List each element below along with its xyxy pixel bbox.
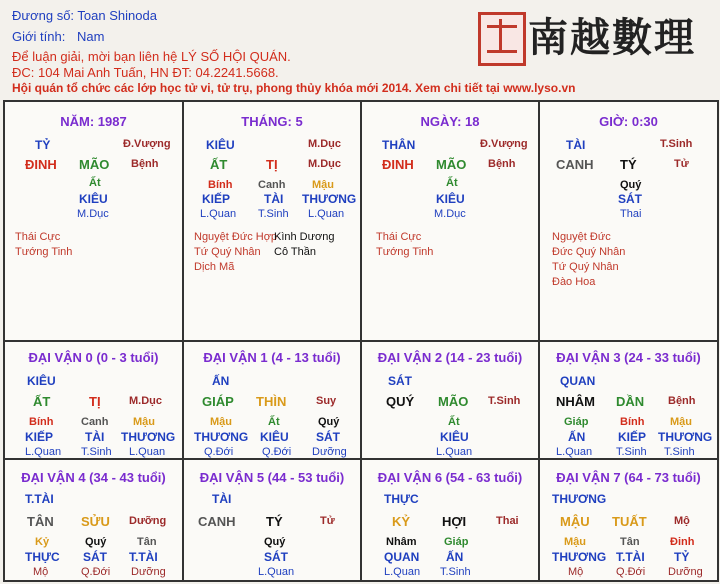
daivan-god: T.TÀI [25,492,54,506]
daivan-state: Dưỡng [129,515,167,527]
hidden-sub: L.Quan [25,446,62,458]
hidden-god: KIẾP [202,192,231,206]
hidden-stem: Nhâm [386,536,417,548]
daivan-chi: MÃO [438,394,469,409]
gender-label: Giới tính: [12,29,66,44]
hidden-god: TÀI [264,192,284,206]
hidden-god: ẤN [568,430,586,444]
hidden-stem: Canh [258,179,286,191]
hidden-stem: Mậu [210,416,232,428]
pillar-state-top: M.Dục [308,138,341,150]
daivan-4 [5,460,184,580]
hidden-god: THƯƠNG [302,192,357,206]
daivan-title: ĐẠI VẬN 5 (44 - 53 tuổi) [199,470,345,485]
hidden-stem: Quý [85,536,107,548]
note-item: Tướng Tinh [15,246,73,258]
daivan-title: ĐẠI VẬN 7 (64 - 73 tuổi) [556,470,701,485]
hidden-sub: Dưỡng [131,566,166,578]
pillar-title: NGÀY: 18 [420,114,480,129]
daivan-title: ĐẠI VẬN 0 (0 - 3 tuổi) [28,350,159,365]
pillar-god-top: KIÊU [206,138,235,152]
hidden-sub: L.Quan [384,566,421,578]
daivan-title: ĐẠI VẬN 6 (54 - 63 tuổi) [377,470,523,485]
contact-line-3: Hội quán tổ chức các lớp học tử vi, tử trụ, phong thủy khóa mới 2014. Xem chi tiết tại www.lyso.vn [12,81,576,95]
hidden-god: KIÊU [440,430,469,444]
note-item: Tứ Quý Nhân [552,261,619,273]
hidden-stem: Tân [137,536,157,548]
subject-name-value: Toan Shinoda [77,8,157,23]
daivan-can: KỶ [392,514,411,529]
pillar-chi: TỊ [266,157,278,172]
note-item: Dịch Mã [194,261,235,273]
pillar-chi: MÃO [79,157,110,172]
hidden-god: KIẾP [618,430,647,444]
hidden-stem: Quý [264,536,286,548]
hidden-sub: Q.Đới [262,446,292,458]
daivan-can: CANH [198,514,236,529]
contact-line-2: ĐC: 104 Mai Anh Tuấn, HN ĐT: 04.2241.5668. [12,65,279,80]
hidden-sub: T.Sinh [616,446,647,458]
hidden-sub: Q.Đới [81,566,111,578]
note-item: Cô Thần [274,246,316,258]
hidden-god: KIÊU [260,430,289,444]
daivan-god: TÀI [212,492,232,506]
hidden-god: SÁT [83,550,107,564]
daivan-3 [540,342,717,460]
daivan-6 [362,460,540,580]
pillar-title: NĂM: 1987 [60,114,127,129]
daivan-state: Bệnh [668,395,696,407]
brand-logo: 南越數理 [528,14,696,61]
daivan-chi: TÝ [266,514,283,529]
pillar-notes [15,230,72,260]
gender-value: Nam [76,29,105,44]
gender-row [12,29,104,44]
hidden-stem: Ất [268,416,280,428]
pillar-state-top: Đ.Vượng [123,138,171,150]
daivan-god: KIÊU [27,374,56,388]
note-item: Thái Cực [376,231,422,243]
subject-name-label: Đương số: [12,8,75,23]
daivan-state: Mộ [674,515,690,527]
pillar-notes [376,230,433,260]
hidden-sub: L.Quan [258,566,295,578]
note-item: Đào Hoa [552,276,596,288]
daivan-title: ĐẠI VẬN 3 (24 - 33 tuổi) [556,350,701,365]
daivan-god: ẤN [212,374,230,388]
hidden-stem: Canh [81,416,109,428]
pillar-year [5,102,184,342]
hidden-god: TÀI [85,430,105,444]
pillar-month [184,102,362,342]
note-item: Đức Quý Nhân [552,246,626,258]
chart-frame [3,100,719,582]
daivan-7 [540,460,717,580]
hidden-sub: Mộ [33,566,49,578]
hidden-stem: Đinh [670,536,695,548]
hidden-god: TỶ [674,550,690,564]
hidden-god: KIÊU [436,192,465,206]
hidden-stem: Tân [620,536,640,548]
hidden-stem: Kỷ [35,536,50,548]
hidden-god: THỰC [25,550,60,564]
hidden-sub: Q.Đới [616,566,646,578]
pillar-chi: TÝ [620,157,637,172]
hidden-god: SÁT [264,550,288,564]
daivan-chi: THÌN [256,394,287,409]
daivan-state: T.Sinh [488,395,521,407]
hidden-stem: Quý [318,416,340,428]
hidden-stem: Mậu [133,416,155,428]
daivan-god: SÁT [388,374,412,388]
hidden-sub: Dưỡng [668,566,703,578]
daivan-god: THỰC [384,492,419,506]
pillar-title: THÁNG: 5 [241,114,303,129]
pillar-god-top: THÂN [382,138,416,152]
hidden-sub: L.Quan [129,446,166,458]
pillar-hour [540,102,717,342]
pillar-state: M.Dục [308,158,341,170]
pillar-notes [552,230,625,290]
daivan-state: Tử [320,515,335,527]
daivan-state: M.Dục [129,395,162,407]
pillar-can: ĐINH [25,157,57,172]
hidden-sub: T.Sinh [664,446,695,458]
daivan-chi: TỊ [89,394,101,409]
daivan-2 [362,342,540,460]
pillar-state: Tử [674,158,689,170]
daivan-can: TÂN [27,514,54,529]
hidden-stem: Giáp [444,536,469,548]
hidden-stem: Bính [208,179,233,191]
hidden-god: T.TÀI [129,550,158,564]
hidden-god: QUAN [384,550,420,564]
contact-line-1: Để luận giải, mời bạn liên hệ LÝ SỐ HỘI QUÁN. [12,49,291,64]
daivan-state: Thai [496,515,519,527]
hidden-sub: T.Sinh [81,446,112,458]
hidden-stem: Ất [448,416,460,428]
daivan-can: NHÂM [556,394,595,409]
pillar-notes [194,230,277,275]
hidden-god: T.TÀI [616,550,645,564]
hidden-sub: Mộ [568,566,584,578]
pillar-can: ẤT [210,157,228,172]
hidden-god: KIẾP [25,430,54,444]
pillar-god-top: TỶ [35,138,51,152]
hidden-stem: Ất [446,177,458,189]
daivan-can: GIÁP [202,394,234,409]
pillar-state-top: T.Sinh [660,138,693,150]
pillar-notes-2 [274,230,334,260]
hidden-stem: Giáp [564,416,589,428]
hidden-god: THƯƠNG [194,430,249,444]
hidden-sub: M.Dục [434,208,466,220]
hidden-stem: Mậu [670,416,692,428]
hidden-sub: L.Quan [436,446,473,458]
daivan-chi: DẦN [616,394,645,409]
note-item: Thái Cực [15,231,61,243]
hidden-stem: Bính [29,416,54,428]
daivan-god: THƯƠNG [552,492,607,506]
daivan-title: ĐẠI VẬN 2 (14 - 23 tuổi) [377,350,523,365]
hidden-god: ẤN [446,550,464,564]
note-item: Tứ Quý Nhân [194,246,261,258]
pillar-god-top: TÀI [566,138,586,152]
note-item: Kình Dương [274,231,335,243]
daivan-chi: HỢI [442,514,467,529]
hidden-sub: L.Quan [308,208,345,220]
hidden-sub: Dưỡng [312,446,347,458]
daivan-chi: TUẤT [612,514,647,529]
hidden-sub: T.Sinh [258,208,289,220]
pillar-state-top: Đ.Vượng [480,138,528,150]
hidden-sub: L.Quan [200,208,237,220]
hidden-god: SÁT [316,430,340,444]
hidden-sub: Thai [620,208,642,220]
hidden-sub: L.Quan [556,446,593,458]
daivan-5 [184,460,362,580]
subject-name-row [12,8,157,23]
pillar-can: CANH [556,157,594,172]
note-item: Tướng Tinh [376,246,434,258]
hidden-stem: Mậu [564,536,586,548]
hidden-sub: Q.Đới [204,446,234,458]
hidden-god: SÁT [618,192,642,206]
daivan-can: ẤT [33,394,51,409]
daivan-can: MẬU [560,514,590,529]
daivan-chi: SỬU [81,514,110,529]
daivan-title: ĐẠI VẬN 1 (4 - 13 tuổi) [203,350,341,365]
hidden-god: THƯƠNG [552,550,607,564]
pillar-chi: MÃO [436,157,467,172]
daivan-can: QUÝ [386,394,415,409]
note-item: Nguyệt Đức Hợp [194,231,278,243]
hidden-stem: Mậu [312,179,334,191]
daivan-title: ĐẠI VẬN 4 (34 - 43 tuổi) [21,470,166,485]
pillar-can: ĐINH [382,157,414,172]
hidden-god: THƯƠNG [658,430,713,444]
hidden-god: KIÊU [79,192,108,206]
pillar-title: GIỜ: 0:30 [599,114,658,129]
daivan-god: QUAN [560,374,596,388]
daivan-1 [184,342,362,460]
daivan-state: Suy [316,395,337,407]
hidden-stem: Ất [89,177,101,189]
note-item: Nguyệt Đức [552,231,611,243]
hidden-sub: T.Sinh [440,566,471,578]
pillar-day [362,102,540,342]
hidden-sub: M.Dục [77,208,109,220]
hidden-stem: Bính [620,416,645,428]
seal-stamp-icon [478,12,526,66]
pillar-state: Bệnh [131,158,159,170]
daivan-0 [5,342,184,460]
hidden-god: THƯƠNG [121,430,176,444]
pillar-state: Bệnh [488,158,516,170]
hidden-stem: Quý [620,179,642,191]
